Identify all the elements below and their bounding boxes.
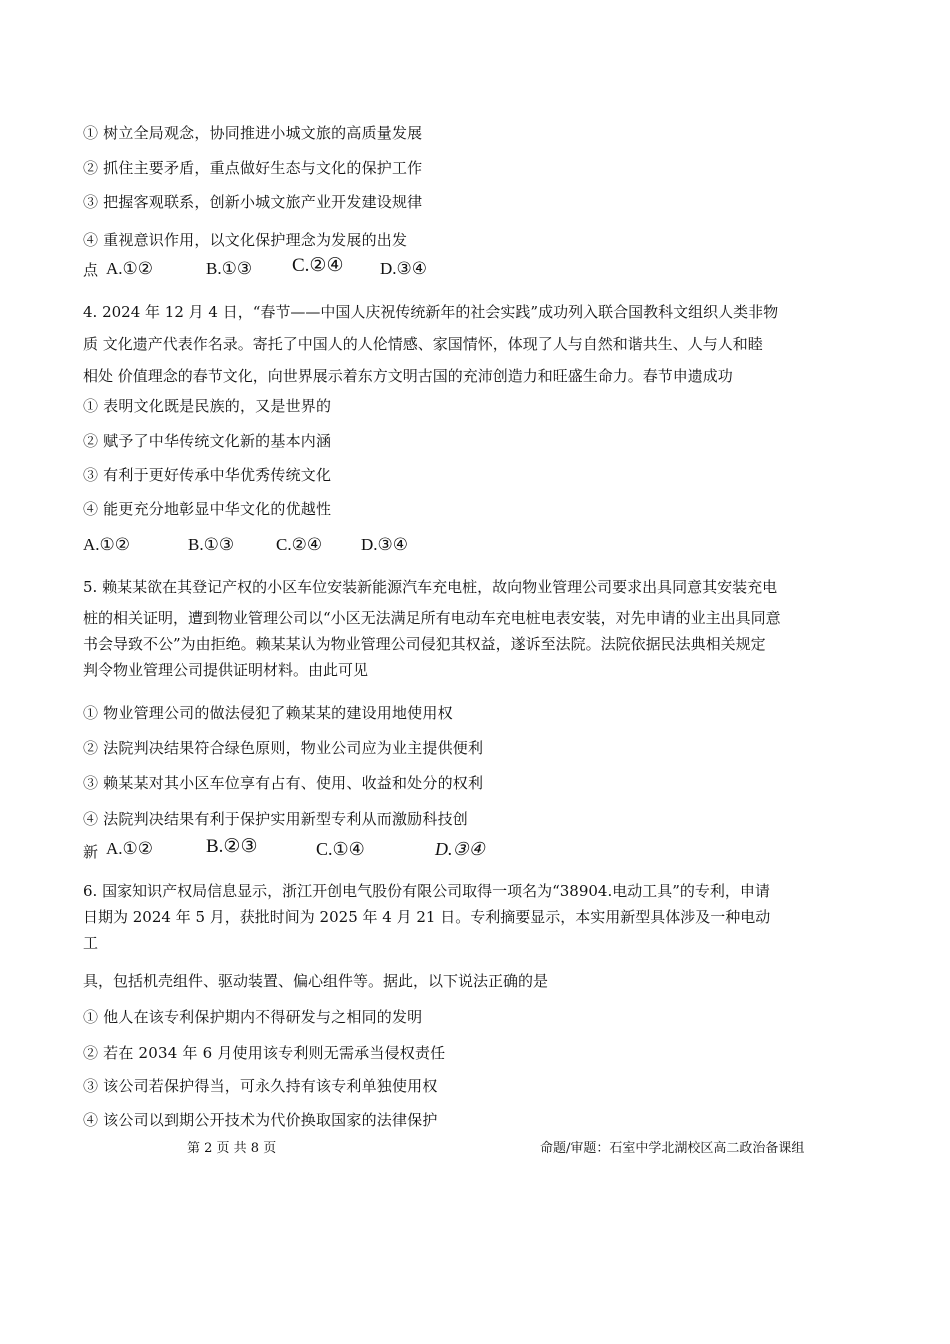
q4-statement-4: ④ 能更充分地彰显中华文化的优越性 — [83, 500, 332, 518]
q3-option-c: C.②④ — [292, 255, 344, 276]
q5-option-c: C.①④ — [316, 839, 365, 859]
q3-option-a: A.①② — [106, 259, 154, 278]
q5-stem-line-4: 判令物业管理公司提供证明材料。由此可见 — [83, 661, 369, 679]
q6-stem-line-2: 日期为 2024 年 5 月，获批时间为 2025 年 4 月 21 日。专利摘要显示，本实用新型具体涉及一种电动 — [83, 908, 771, 926]
q3-statement-4-tail: 点 — [83, 261, 99, 279]
q5-option-a: A.①② — [106, 839, 154, 858]
q6-statement-4: ④ 该公司以到期公开技术为代价换取国家的法律保护 — [83, 1111, 438, 1129]
q4-statement-3: ③ 有利于更好传承中华优秀传统文化 — [83, 466, 332, 484]
q5-statement-4-tail: 新 — [83, 843, 99, 861]
q6-statement-3: ③ 该公司若保护得当，可永久持有该专利单独使用权 — [83, 1077, 438, 1095]
q5-stem-line-2: 桩的相关证明，遭到物业管理公司以“小区无法满足所有电动车充电桩电表安装，对先申请的业主出具同意 — [83, 609, 781, 627]
q4-statement-2: ② 赋予了中华传统文化新的基本内涵 — [83, 432, 332, 450]
q3-option-d: D.③④ — [380, 259, 428, 278]
q4-option-a: A.①② — [83, 535, 131, 554]
q4-stem-line-3: 相处 价值理念的春节文化，向世界展示着东方文明古国的充沛创造力和旺盛生命力。春节申遗成功 — [83, 367, 733, 385]
q4-option-d: D.③④ — [361, 535, 409, 554]
q4-option-b: B.①③ — [188, 535, 235, 554]
q5-option-d: D.③④ — [435, 839, 485, 859]
q3-statement-2: ② 抓住主要矛盾，重点做好生态与文化的保护工作 — [83, 159, 423, 177]
q4-option-c: C.②④ — [276, 535, 323, 554]
q6-statement-1: ① 他人在该专利保护期内不得研发与之相同的发明 — [83, 1008, 423, 1026]
footer-author-group: 命题/审题：石室中学北湖校区高二政治备课组 — [540, 1141, 805, 1156]
q6-statement-2: ② 若在 2034 年 6 月使用该专利则无需承当侵权责任 — [83, 1044, 446, 1062]
q4-stem-line-1: 4. 2024 年 12 月 4 日，“春节——中国人庆祝传统新年的社会实践”成功列入联合国教科文组织人类非物 — [83, 303, 779, 321]
q4-statement-1: ① 表明文化既是民族的，又是世界的 — [83, 397, 332, 415]
q3-statement-3: ③ 把握客观联系，创新小城文旅产业开发建设规律 — [83, 193, 423, 211]
q5-statement-3: ③ 赖某某对其小区车位享有占有、使用、收益和处分的权利 — [83, 774, 484, 792]
q5-statement-4: ④ 法院判决结果有利于保护实用新型专利从而激励科技创 — [83, 810, 468, 828]
q3-option-b: B.①③ — [206, 259, 253, 278]
page-number: 第 2 页 共 8 页 — [187, 1141, 277, 1156]
q6-stem-line-3: 工 — [83, 934, 99, 952]
q5-statement-1: ① 物业管理公司的做法侵犯了赖某某的建设用地使用权 — [83, 704, 453, 722]
q3-statement-4: ④ 重视意识作用，以文化保护理念为发展的出发 — [83, 231, 408, 249]
q5-statement-2: ② 法院判决结果符合绿色原则，物业公司应为业主提供便利 — [83, 739, 484, 757]
q4-stem-line-2: 质 文化遗产代表作名录。寄托了中国人的人伦情感、家国情怀，体现了人与自然和谐共生、人与人和睦 — [83, 335, 763, 353]
q5-stem-line-3: 书会导致不公”为由拒绝。赖某某认为物业管理公司侵犯其权益，遂诉至法院。法院依据民法典相关规定 — [83, 635, 766, 653]
q5-option-b: B.②③ — [206, 836, 258, 857]
q6-stem-line-4: 具，包括机壳组件、驱动装置、偏心组件等。据此，以下说法正确的是 — [83, 972, 549, 990]
q5-stem-line-1: 5. 赖某某欲在其登记产权的小区车位安装新能源汽车充电桩，故向物业管理公司要求出具同意其安装充电 — [83, 578, 778, 596]
q3-statement-1: ① 树立全局观念，协同推进小城文旅的高质量发展 — [83, 124, 423, 142]
q6-stem-line-1: 6. 国家知识产权局信息显示，浙江开创电气股份有限公司取得一项名为“38904.电动工具”的专利，申请 — [83, 882, 770, 900]
